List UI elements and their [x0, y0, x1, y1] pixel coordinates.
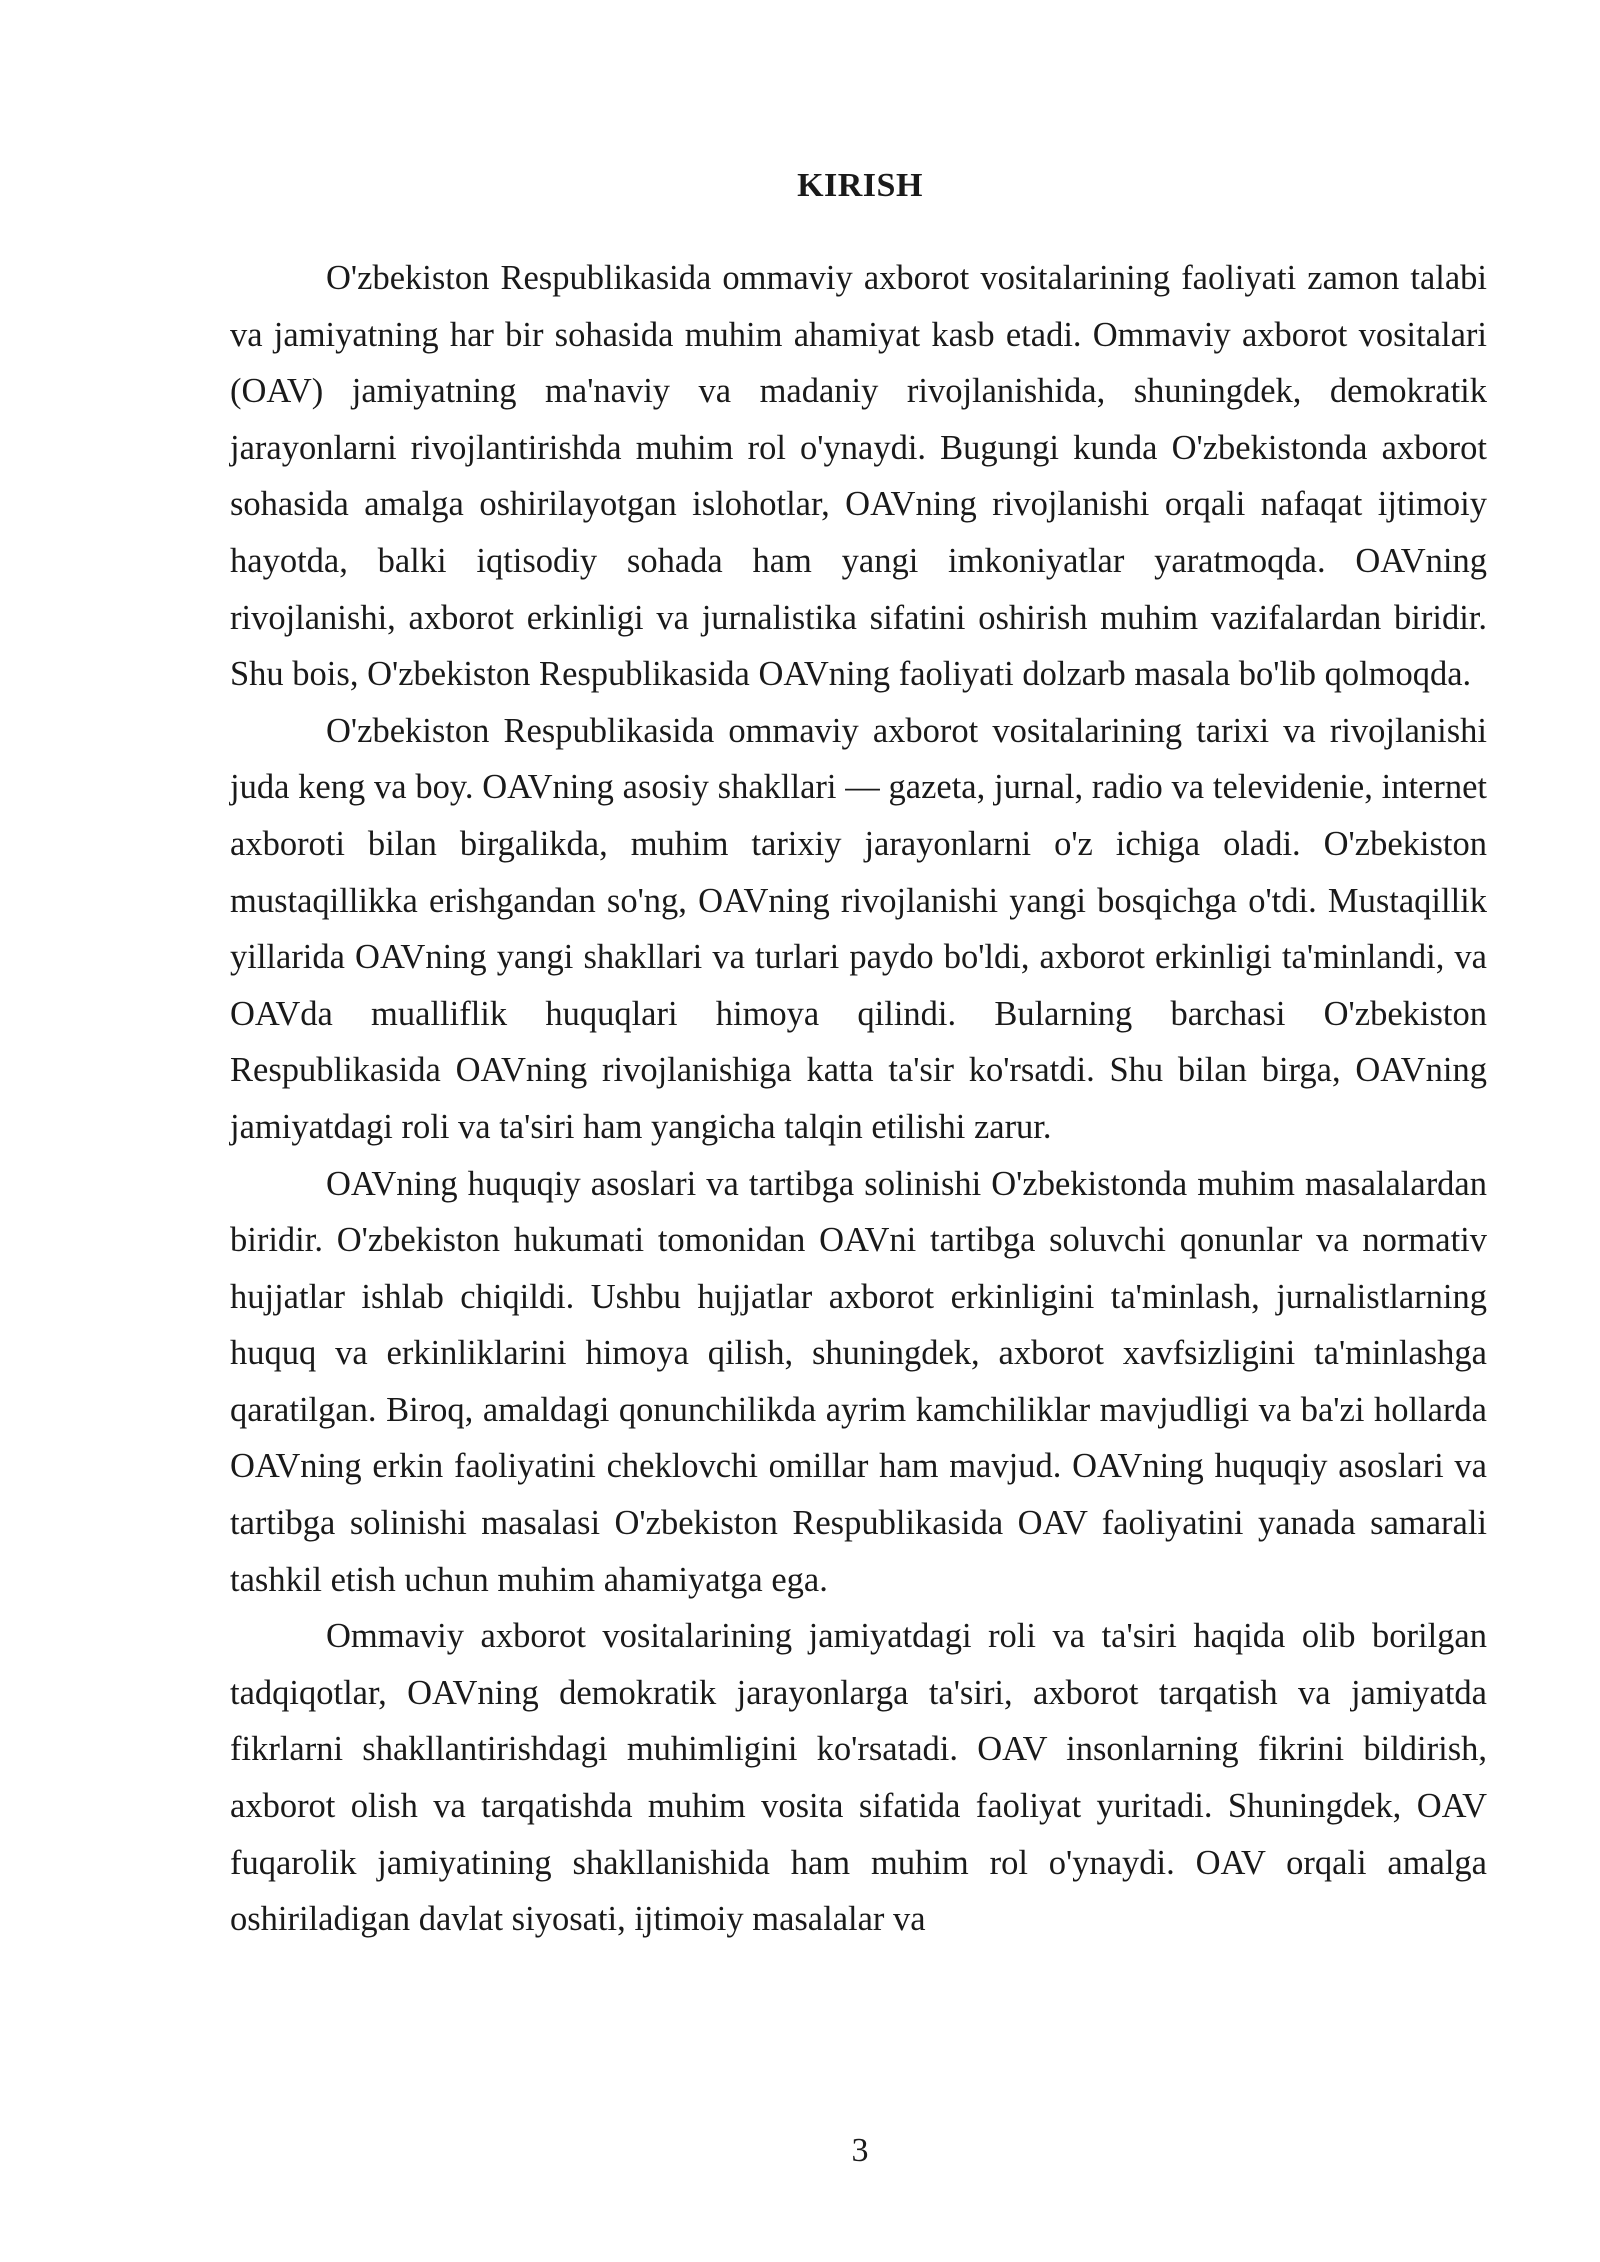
paragraph-3: OAVning huquqiy asoslari va tartibga solinishi O'zbekistonda muhim masalalardan biridir. O'zbekiston hukumati tomonidan OAVni tartibga soluvchi qonunlar va normativ hujjatlar ishlab chiqildi. Ushbu hujjatlar axborot erkinligini ta'minlash, jurnalistlarning huquq va erkinliklarini himoya qilish, shuningdek, axborot xavfsizligini ta'minlashga qaratilgan. Biroq, amaldagi qonunchilikda ayrim kamchiliklar mavjudligi va ba'zi hollarda OAVning erkin faoliyatini cheklovchi omillar ham mavjud. OAVning huquqiy asoslari va tartibga solinishi masalasi O'zbekiston Respublikasida OAV faoliyatini yanada samarali tashkil etish uchun muhim ahamiyatga ega. [230, 1164, 1487, 1599]
page-number: 3 [851, 2132, 869, 2169]
body-text [230, 250, 1487, 1948]
paragraph-4: Ommaviy axborot vositalarining jamiyatdagi roli va ta'siri haqida olib borilgan tadqiqotlar, OAVning demokratik jarayonlarga ta'siri, axborot tarqatish va jamiyatda fikrlarni shakllantirishdagi muhimligini ko'rsatadi. OAV insonlarning fikrini bildirish, axborot olish va tarqatishda muhim vosita sifatida faoliyat yuritadi. Shuningdek, OAV fuqarolik jamiyatining shakllanishida ham muhim rol o'ynaydi. OAV orqali amalga oshiriladigan davlat siyosati, ijtimoiy masalalar va [230, 1617, 1487, 1939]
page-title: KIRISH [797, 167, 923, 204]
paragraph-2: O'zbekiston Respublikasida ommaviy axborot vositalarining tarixi va rivojlanishi juda keng va boy. OAVning asosiy shakllari — gazeta, jurnal, radio va televidenie, internet axboroti bilan birgalikda, muhim tarixiy jarayonlarni o'z ichiga oladi. O'zbekiston mustaqillikka erishgandan so'ng, OAVning rivojlanishi yangi bosqichga o'tdi. Mustaqillik yillarida OAVning yangi shakllari va turlari paydo bo'ldi, axborot erkinligi ta'minlandi, va OAVda mualliflik huquqlari himoya qilindi. Bularning barchasi O'zbekiston Respublikasida OAVning rivojlanishiga katta ta'sir ko'rsatdi. Shu bilan birga, OAVning jamiyatdagi roli va ta'siri ham yangicha talqin etilishi zarur. [230, 711, 1487, 1146]
paragraph-1: O'zbekiston Respublikasida ommaviy axborot vositalarining faoliyati zamon talabi va jamiyatning har bir sohasida muhim ahamiyat kasb etadi. Ommaviy axborot vositalari (OAV) jamiyatning ma'naviy va madaniy rivojlanishida, shuningdek, demokratik jarayonlarni rivojlantirishda muhim rol o'ynaydi. Bugungi kunda O'zbekistonda axborot sohasida amalga oshirilayotgan islohotlar, OAVning rivojlanishi orqali nafaqat ijtimoiy hayotda, balki iqtisodiy sohada ham yangi imkoniyatlar yaratmoqda. OAVning rivojlanishi, axborot erkinligi va jurnalistika sifatini oshirish muhim vazifalardan biridir. Shu bois, O'zbekiston Respublikasida OAVning faoliyati dolzarb masala bo'lib qolmoqda. [230, 259, 1487, 694]
